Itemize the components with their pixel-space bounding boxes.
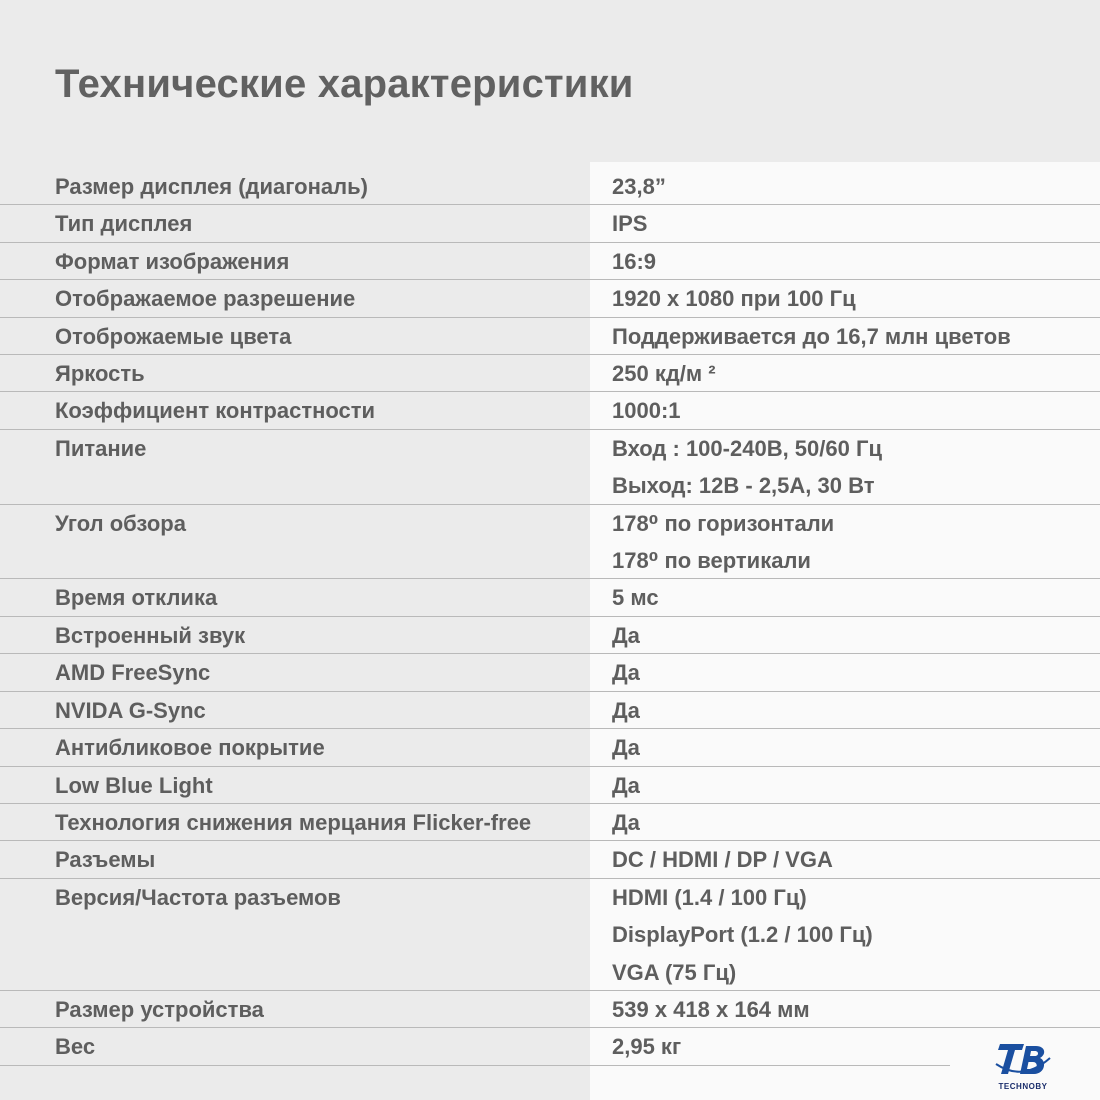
- spec-row: [0, 804, 1100, 841]
- spec-label: Формат изображения: [55, 248, 290, 274]
- spec-row: [0, 579, 1100, 616]
- spec-label: Время отклика: [55, 585, 218, 611]
- spec-row: [0, 168, 1100, 205]
- spec-values: [590, 392, 1100, 429]
- spec-values: [590, 243, 1100, 280]
- spec-values: [590, 767, 1100, 804]
- spec-row: [0, 767, 1100, 804]
- spec-values: [590, 804, 1100, 841]
- spec-values: [590, 205, 1100, 242]
- spec-value: 23,8”: [612, 174, 666, 199]
- tb-logo-icon: [990, 1034, 1056, 1084]
- spec-value: 1920 x 1080 при 100 Гц: [612, 286, 856, 312]
- spec-value: 178⁰ по вертикали: [612, 548, 811, 574]
- spec-values: [590, 579, 1100, 616]
- spec-row: [0, 392, 1100, 429]
- spec-value: Да: [612, 697, 640, 723]
- spec-value: Да: [612, 809, 640, 835]
- spec-values: [590, 355, 1100, 392]
- spec-row: [0, 879, 1100, 991]
- spec-label: Яркость: [55, 361, 145, 387]
- spec-row: [0, 505, 1100, 580]
- spec-value: Поддерживается до 16,7 млн цветов: [612, 323, 1011, 349]
- spec-values: [590, 692, 1100, 729]
- spec-value: VGA (75 Гц): [612, 959, 737, 985]
- spec-value: DisplayPort (1.2 / 100 Гц): [612, 922, 873, 948]
- header: [0, 0, 1100, 162]
- spec-row: [0, 729, 1100, 766]
- spec-label: Тип дисплея: [55, 211, 193, 237]
- spec-value: 2,95 кг: [612, 1034, 682, 1060]
- spec-value: Да: [612, 735, 640, 761]
- spec-label: Отображаемое разрешение: [55, 286, 356, 312]
- spec-values: [590, 617, 1100, 654]
- spec-table: [0, 168, 1100, 1066]
- spec-label: Размер дисплея (диагональ): [55, 174, 368, 199]
- spec-label: Отоброжаемые цвета: [55, 323, 292, 349]
- spec-row: [0, 841, 1100, 878]
- spec-values: [590, 318, 1100, 355]
- spec-row: [0, 355, 1100, 392]
- spec-row: [0, 617, 1100, 654]
- spec-row: [0, 243, 1100, 280]
- spec-value: 178⁰ по горизонтали: [612, 510, 835, 536]
- spec-values: [590, 654, 1100, 691]
- spec-values: [590, 280, 1100, 317]
- spec-values: [590, 879, 1100, 991]
- spec-row: [0, 991, 1100, 1028]
- spec-row: [0, 430, 1100, 505]
- spec-label: Версия/Частота разъемов: [55, 884, 341, 910]
- spec-row: [0, 654, 1100, 691]
- spec-value: Да: [612, 660, 640, 686]
- spec-row: [0, 1028, 1100, 1065]
- spec-value: DC / HDMI / DP / VGA: [612, 847, 833, 873]
- spec-row: [0, 692, 1100, 729]
- spec-label: Разъемы: [55, 847, 156, 873]
- spec-value: 539 x 418 x 164 мм: [612, 996, 810, 1022]
- spec-value: 5 мс: [612, 585, 659, 611]
- logo-text: TECHNOBY: [998, 1082, 1048, 1091]
- spec-row: [0, 205, 1100, 242]
- spec-value: Да: [612, 622, 640, 648]
- spec-label: Вес: [55, 1034, 96, 1060]
- spec-label: Угол обзора: [55, 510, 186, 536]
- spec-label: NVIDA G-Sync: [55, 697, 206, 723]
- spec-values: [590, 841, 1100, 878]
- spec-label: Питание: [55, 435, 147, 461]
- spec-value: Выход: 12В - 2,5А, 30 Вт: [612, 473, 875, 499]
- spec-label: Коэффициент контрастности: [55, 398, 376, 424]
- spec-value: HDMI (1.4 / 100 Гц): [612, 884, 807, 910]
- spec-label: AMD FreeSync: [55, 660, 211, 686]
- page-title: Технические характеристики: [55, 62, 634, 106]
- spec-label: Low Blue Light: [55, 772, 213, 798]
- technoby-logo: [990, 1034, 1056, 1094]
- spec-value: Да: [612, 772, 640, 798]
- spec-values: [590, 430, 1100, 505]
- spec-value: 250 кд/м ²: [612, 361, 716, 387]
- spec-value: IPS: [612, 211, 648, 237]
- spec-row: [0, 318, 1100, 355]
- spec-label: Встроенный звук: [55, 622, 246, 648]
- spec-values: [590, 168, 1100, 205]
- spec-value: Вход : 100-240В, 50/60 Гц: [612, 435, 882, 461]
- spec-values: [590, 729, 1100, 766]
- spec-value: 16:9: [612, 248, 657, 274]
- spec-values: [590, 991, 1100, 1028]
- spec-row: [0, 280, 1100, 317]
- spec-label: Размер устройства: [55, 996, 264, 1022]
- spec-value: 1000:1: [612, 398, 681, 424]
- spec-values: [590, 505, 1100, 580]
- spec-label: Технология снижения мерцания Flicker-free: [55, 809, 532, 835]
- spec-label: Антибликовое покрытие: [55, 735, 325, 761]
